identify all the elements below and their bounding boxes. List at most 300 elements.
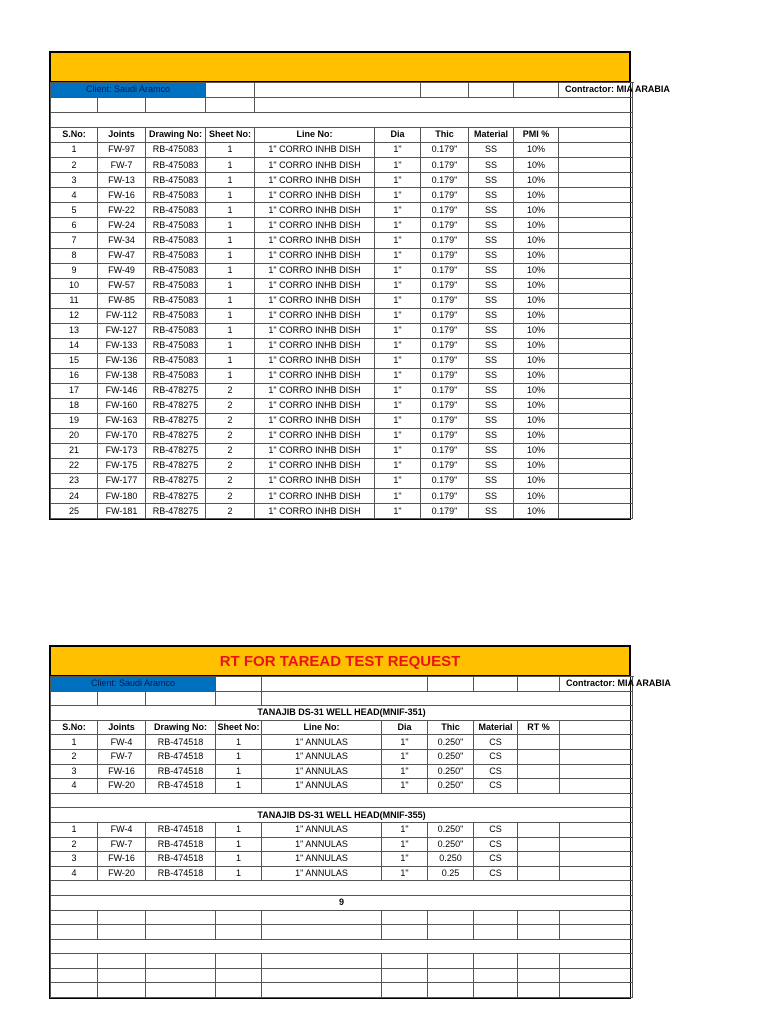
table-cell: 1	[216, 866, 262, 881]
table-cell: RB-478275	[146, 444, 206, 459]
table-cell: 25	[51, 504, 98, 519]
table-cell: 10%	[514, 278, 559, 293]
table-cell: SS	[469, 323, 514, 338]
table-cell: SS	[469, 398, 514, 413]
table-cell: FW-22	[98, 203, 146, 218]
table-cell: RB-474518	[146, 866, 216, 881]
table-cell: 6	[51, 218, 98, 233]
table-cell: RB-475083	[146, 263, 206, 278]
table-cell: 0.179"	[421, 248, 469, 263]
table-cell: 1" CORRO INHB DISH	[255, 233, 375, 248]
table-cell: 1"	[375, 278, 421, 293]
table-cell: FW-175	[98, 459, 146, 474]
table-cell: FW-57	[98, 278, 146, 293]
table-cell: 1	[206, 338, 255, 353]
table-cell: RB-478275	[146, 398, 206, 413]
table-cell: 10%	[514, 203, 559, 218]
table-cell: 1"	[375, 474, 421, 489]
table-cell: 8	[51, 248, 98, 263]
blank-row	[51, 925, 633, 940]
table-cell: FW-136	[98, 353, 146, 368]
table-cell: 1	[206, 323, 255, 338]
col-header: Sheet No:	[206, 128, 255, 143]
blank-row	[51, 910, 633, 925]
table-cell: 2	[51, 158, 98, 173]
table-cell	[518, 779, 560, 794]
table-cell: RB-478275	[146, 504, 206, 519]
table-cell: 1" ANNULAS	[262, 764, 382, 779]
table-cell: FW-163	[98, 414, 146, 429]
table-cell: RB-475083	[146, 323, 206, 338]
table-cell: 0.179"	[421, 353, 469, 368]
table-row	[51, 248, 633, 263]
table-cell: 0.179"	[421, 489, 469, 504]
table-cell: CS	[474, 852, 518, 867]
table-cell: RB-475083	[146, 353, 206, 368]
table-cell: 1" CORRO INHB DISH	[255, 368, 375, 383]
pmi-table	[50, 82, 670, 519]
table-cell: SS	[469, 383, 514, 398]
table-cell: FW-97	[98, 143, 146, 158]
table-cell: FW-112	[98, 308, 146, 323]
table-cell: 1	[51, 735, 98, 750]
table-cell: 2	[51, 749, 98, 764]
table-cell: RB-474518	[146, 779, 216, 794]
table-cell: 0.250"	[428, 779, 474, 794]
col-header: RT %	[518, 720, 560, 735]
pmi-sheet	[49, 51, 670, 520]
table-cell: SS	[469, 173, 514, 188]
table-cell: 10%	[514, 308, 559, 323]
table-cell: 1" CORRO INHB DISH	[255, 263, 375, 278]
table-cell: RB-475083	[146, 368, 206, 383]
table-cell: RB-475083	[146, 143, 206, 158]
sheet-title: RT FOR TAREAD TEST REQUEST	[219, 653, 461, 670]
table-cell	[518, 735, 560, 750]
table-cell: 20	[51, 429, 98, 444]
table-cell: 1"	[375, 368, 421, 383]
table-cell: RB-475083	[146, 218, 206, 233]
table-cell: 1	[206, 203, 255, 218]
section-title-row	[51, 706, 633, 721]
table-cell: RB-474518	[146, 852, 216, 867]
table-cell: FW-146	[98, 383, 146, 398]
col-header: Thic	[421, 128, 469, 143]
table-cell: 1	[206, 188, 255, 203]
table-cell: 1	[216, 735, 262, 750]
table-cell: SS	[469, 203, 514, 218]
table-cell: 0.179"	[421, 504, 469, 519]
contractor-label: Contractor: MIA ARABIA	[560, 677, 633, 692]
table-cell: 1"	[382, 822, 428, 837]
table-cell: 0.179"	[421, 414, 469, 429]
table-cell: 1" CORRO INHB DISH	[255, 308, 375, 323]
col-header: Dia	[375, 128, 421, 143]
sheet-banner	[50, 52, 630, 82]
table-cell: 10%	[514, 429, 559, 444]
table-cell: FW-4	[98, 735, 146, 750]
table-cell: 0.179"	[421, 173, 469, 188]
col-header: Line No:	[255, 128, 375, 143]
table-row	[51, 852, 633, 867]
table-cell: SS	[469, 293, 514, 308]
table-row	[51, 278, 633, 293]
table-cell: RB-478275	[146, 383, 206, 398]
table-cell: 1"	[382, 764, 428, 779]
client-label: Client: Saudi Aramco	[51, 677, 216, 692]
table-cell: 1"	[375, 504, 421, 519]
table-cell: RB-474518	[146, 735, 216, 750]
table-cell: SS	[469, 218, 514, 233]
table-cell: 1" CORRO INHB DISH	[255, 323, 375, 338]
table-cell: 10%	[514, 353, 559, 368]
table-cell: 1" CORRO INHB DISH	[255, 474, 375, 489]
table-cell: 1"	[375, 218, 421, 233]
table-cell: 14	[51, 338, 98, 353]
table-cell: 1" CORRO INHB DISH	[255, 383, 375, 398]
blank-row	[51, 793, 633, 808]
col-header: S.No:	[51, 720, 98, 735]
table-row	[51, 474, 633, 489]
table-cell	[518, 837, 560, 852]
table-cell: 10%	[514, 414, 559, 429]
table-cell: 2	[206, 414, 255, 429]
table-cell: 10%	[514, 323, 559, 338]
blank-row	[51, 954, 633, 969]
table-cell: 10%	[514, 444, 559, 459]
table-cell: SS	[469, 248, 514, 263]
table-cell: FW-4	[98, 822, 146, 837]
table-cell: 0.250"	[428, 749, 474, 764]
client-row	[51, 677, 633, 692]
table-cell: 1"	[382, 735, 428, 750]
table-cell: 4	[51, 779, 98, 794]
table-cell: FW-20	[98, 866, 146, 881]
col-header: Drawing No:	[146, 720, 216, 735]
table-cell: RB-475083	[146, 293, 206, 308]
table-cell: 1"	[375, 158, 421, 173]
table-row	[51, 504, 633, 519]
table-cell: RB-474518	[146, 764, 216, 779]
table-cell	[518, 852, 560, 867]
table-cell: 1"	[375, 414, 421, 429]
table-cell: 5	[51, 203, 98, 218]
table-cell: 2	[206, 474, 255, 489]
table-row	[51, 398, 633, 413]
table-cell: 1"	[382, 866, 428, 881]
table-cell: 1" CORRO INHB DISH	[255, 398, 375, 413]
table-cell: 0.179"	[421, 474, 469, 489]
table-cell: SS	[469, 308, 514, 323]
table-row	[51, 173, 633, 188]
table-cell: 0.179"	[421, 218, 469, 233]
table-cell: 0.179"	[421, 383, 469, 398]
table-cell: SS	[469, 429, 514, 444]
table-cell: 1"	[375, 353, 421, 368]
table-cell: FW-7	[98, 837, 146, 852]
table-cell: 1"	[375, 383, 421, 398]
table-cell: SS	[469, 504, 514, 519]
table-row	[51, 489, 633, 504]
table-cell: 1" CORRO INHB DISH	[255, 158, 375, 173]
table-cell: 1" CORRO INHB DISH	[255, 338, 375, 353]
table-cell: 23	[51, 474, 98, 489]
table-cell: RB-478275	[146, 489, 206, 504]
table-cell: CS	[474, 837, 518, 852]
table-cell: 0.179"	[421, 368, 469, 383]
table-cell: 1"	[375, 429, 421, 444]
table-cell: 3	[51, 173, 98, 188]
table-cell: 0.179"	[421, 188, 469, 203]
table-row	[51, 323, 633, 338]
table-cell: FW-49	[98, 263, 146, 278]
blank-row	[51, 881, 633, 896]
table-cell: 10%	[514, 263, 559, 278]
table-cell: SS	[469, 459, 514, 474]
col-header: Material	[474, 720, 518, 735]
table-cell: 1	[206, 368, 255, 383]
table-cell: 1" CORRO INHB DISH	[255, 504, 375, 519]
table-row	[51, 383, 633, 398]
table-cell: FW-34	[98, 233, 146, 248]
table-cell: 1	[216, 764, 262, 779]
table-cell: 1" CORRO INHB DISH	[255, 203, 375, 218]
table-cell: 10%	[514, 398, 559, 413]
table-cell: 10%	[514, 188, 559, 203]
table-cell: 1"	[375, 489, 421, 504]
table-cell: 1"	[382, 749, 428, 764]
table-cell: RB-475083	[146, 158, 206, 173]
table-cell: 10%	[514, 293, 559, 308]
table-cell: 24	[51, 489, 98, 504]
table-cell: FW-170	[98, 429, 146, 444]
table-cell: 0.250"	[428, 822, 474, 837]
table-cell: 1	[206, 308, 255, 323]
table-row	[51, 429, 633, 444]
table-cell: RB-478275	[146, 414, 206, 429]
table-cell: 1"	[382, 837, 428, 852]
col-header: S.No:	[51, 128, 98, 143]
table-cell: 2	[206, 383, 255, 398]
blank-row	[51, 968, 633, 983]
table-cell: FW-160	[98, 398, 146, 413]
table-cell: 1" CORRO INHB DISH	[255, 353, 375, 368]
table-cell: FW-16	[98, 764, 146, 779]
table-cell: SS	[469, 444, 514, 459]
table-cell: RB-478275	[146, 429, 206, 444]
table-cell: 16	[51, 368, 98, 383]
table-cell: 4	[51, 188, 98, 203]
table-cell: 1	[206, 143, 255, 158]
table-row	[51, 749, 633, 764]
table-cell: 1"	[375, 233, 421, 248]
table-cell: 3	[51, 764, 98, 779]
table-cell: 1" ANNULAS	[262, 735, 382, 750]
table-cell: 1	[216, 852, 262, 867]
table-cell: 1	[206, 353, 255, 368]
table-cell: 13	[51, 323, 98, 338]
table-cell: 1"	[375, 143, 421, 158]
table-cell: 1	[206, 293, 255, 308]
table-cell: CS	[474, 822, 518, 837]
blank-row	[51, 983, 633, 998]
table-cell: 0.179"	[421, 278, 469, 293]
table-row	[51, 293, 633, 308]
table-cell: 0.179"	[421, 158, 469, 173]
table-cell: 0.179"	[421, 398, 469, 413]
table-cell	[518, 749, 560, 764]
table-cell: 1" CORRO INHB DISH	[255, 444, 375, 459]
table-cell: FW-177	[98, 474, 146, 489]
table-cell: 12	[51, 308, 98, 323]
table-cell: 1	[51, 143, 98, 158]
table-cell: 1" CORRO INHB DISH	[255, 188, 375, 203]
table-cell: 1"	[375, 323, 421, 338]
table-cell: RB-474518	[146, 822, 216, 837]
table-cell: 1" CORRO INHB DISH	[255, 489, 375, 504]
rt-table	[50, 676, 671, 998]
table-cell: 15	[51, 353, 98, 368]
col-header: Material	[469, 128, 514, 143]
table-row	[51, 263, 633, 278]
table-cell: 1"	[375, 444, 421, 459]
table-cell: 4	[51, 866, 98, 881]
table-cell: 1"	[382, 852, 428, 867]
table-row	[51, 188, 633, 203]
contractor-label: Contractor: MIA ARABIA	[559, 83, 633, 98]
table-cell: 10%	[514, 143, 559, 158]
table-cell: 2	[206, 489, 255, 504]
table-cell: 0.179"	[421, 444, 469, 459]
table-cell: 0.250	[428, 852, 474, 867]
table-cell: 1"	[375, 459, 421, 474]
table-cell: 1" ANNULAS	[262, 779, 382, 794]
table-cell: FW-7	[98, 158, 146, 173]
table-row	[51, 233, 633, 248]
table-cell: 1	[206, 173, 255, 188]
table-cell: 1" CORRO INHB DISH	[255, 293, 375, 308]
table-cell: FW-20	[98, 779, 146, 794]
table-cell: FW-13	[98, 173, 146, 188]
table-cell: SS	[469, 158, 514, 173]
table-cell: 0.179"	[421, 429, 469, 444]
table-cell: 1" CORRO INHB DISH	[255, 414, 375, 429]
table-cell: RB-478275	[146, 459, 206, 474]
table-cell: 2	[206, 398, 255, 413]
table-cell: SS	[469, 368, 514, 383]
table-cell: 0.179"	[421, 338, 469, 353]
table-cell: 1" CORRO INHB DISH	[255, 429, 375, 444]
table-row	[51, 414, 633, 429]
table-cell: RB-475083	[146, 173, 206, 188]
table-cell: 1" ANNULAS	[262, 822, 382, 837]
table-cell: 10%	[514, 504, 559, 519]
table-cell: SS	[469, 474, 514, 489]
blank-row	[51, 691, 633, 706]
table-cell: 10%	[514, 383, 559, 398]
table-cell: RB-475083	[146, 248, 206, 263]
table-cell: RB-474518	[146, 837, 216, 852]
table-row	[51, 837, 633, 852]
table-cell: 9	[51, 263, 98, 278]
table-cell: FW-133	[98, 338, 146, 353]
table-cell: 1"	[375, 203, 421, 218]
table-cell: 0.250"	[428, 735, 474, 750]
table-cell: 0.250"	[428, 837, 474, 852]
table-cell: 1	[206, 218, 255, 233]
total-value: 9	[51, 895, 633, 910]
table-cell: 10%	[514, 173, 559, 188]
table-cell: SS	[469, 143, 514, 158]
table-cell: FW-7	[98, 749, 146, 764]
table-cell: 0.179"	[421, 203, 469, 218]
table-cell: 1"	[375, 398, 421, 413]
table-cell: 10	[51, 278, 98, 293]
table-cell: 1" CORRO INHB DISH	[255, 173, 375, 188]
table-row	[51, 338, 633, 353]
table-cell: 7	[51, 233, 98, 248]
table-cell: CS	[474, 764, 518, 779]
col-header: Dia	[382, 720, 428, 735]
table-cell	[518, 866, 560, 881]
table-cell	[518, 822, 560, 837]
blank-row	[51, 939, 633, 954]
table-cell: 10%	[514, 338, 559, 353]
table-cell: 1"	[375, 248, 421, 263]
table-cell: CS	[474, 735, 518, 750]
table-row	[51, 866, 633, 881]
col-header: Sheet No:	[216, 720, 262, 735]
table-row	[51, 218, 633, 233]
col-header: PMI %	[514, 128, 559, 143]
table-cell: 1" ANNULAS	[262, 852, 382, 867]
table-cell: 0.25	[428, 866, 474, 881]
table-cell: 1" ANNULAS	[262, 749, 382, 764]
table-cell: 1" CORRO INHB DISH	[255, 278, 375, 293]
table-row	[51, 459, 633, 474]
table-cell: 2	[206, 429, 255, 444]
table-cell: RB-478275	[146, 474, 206, 489]
table-cell: 10%	[514, 474, 559, 489]
table-cell: 1	[206, 158, 255, 173]
table-cell	[518, 764, 560, 779]
table-cell: 1	[216, 779, 262, 794]
table-row	[51, 735, 633, 750]
table-cell: 10%	[514, 233, 559, 248]
table-cell: 1"	[375, 188, 421, 203]
table-cell: 10%	[514, 248, 559, 263]
table-cell: 10%	[514, 368, 559, 383]
table-cell: CS	[474, 749, 518, 764]
table-cell: SS	[469, 188, 514, 203]
table-row	[51, 158, 633, 173]
table-cell: 18	[51, 398, 98, 413]
blank-row	[51, 98, 633, 113]
table-cell: FW-173	[98, 444, 146, 459]
table-cell: 1" CORRO INHB DISH	[255, 143, 375, 158]
table-cell: FW-181	[98, 504, 146, 519]
table-row	[51, 368, 633, 383]
client-row	[51, 83, 633, 98]
table-cell: 1"	[375, 173, 421, 188]
table-cell: 0.179"	[421, 143, 469, 158]
table-cell: 17	[51, 383, 98, 398]
table-cell: 1	[216, 837, 262, 852]
table-cell: 0.250"	[428, 764, 474, 779]
table-cell: RB-475083	[146, 308, 206, 323]
table-cell: 22	[51, 459, 98, 474]
table-cell: 1"	[382, 779, 428, 794]
